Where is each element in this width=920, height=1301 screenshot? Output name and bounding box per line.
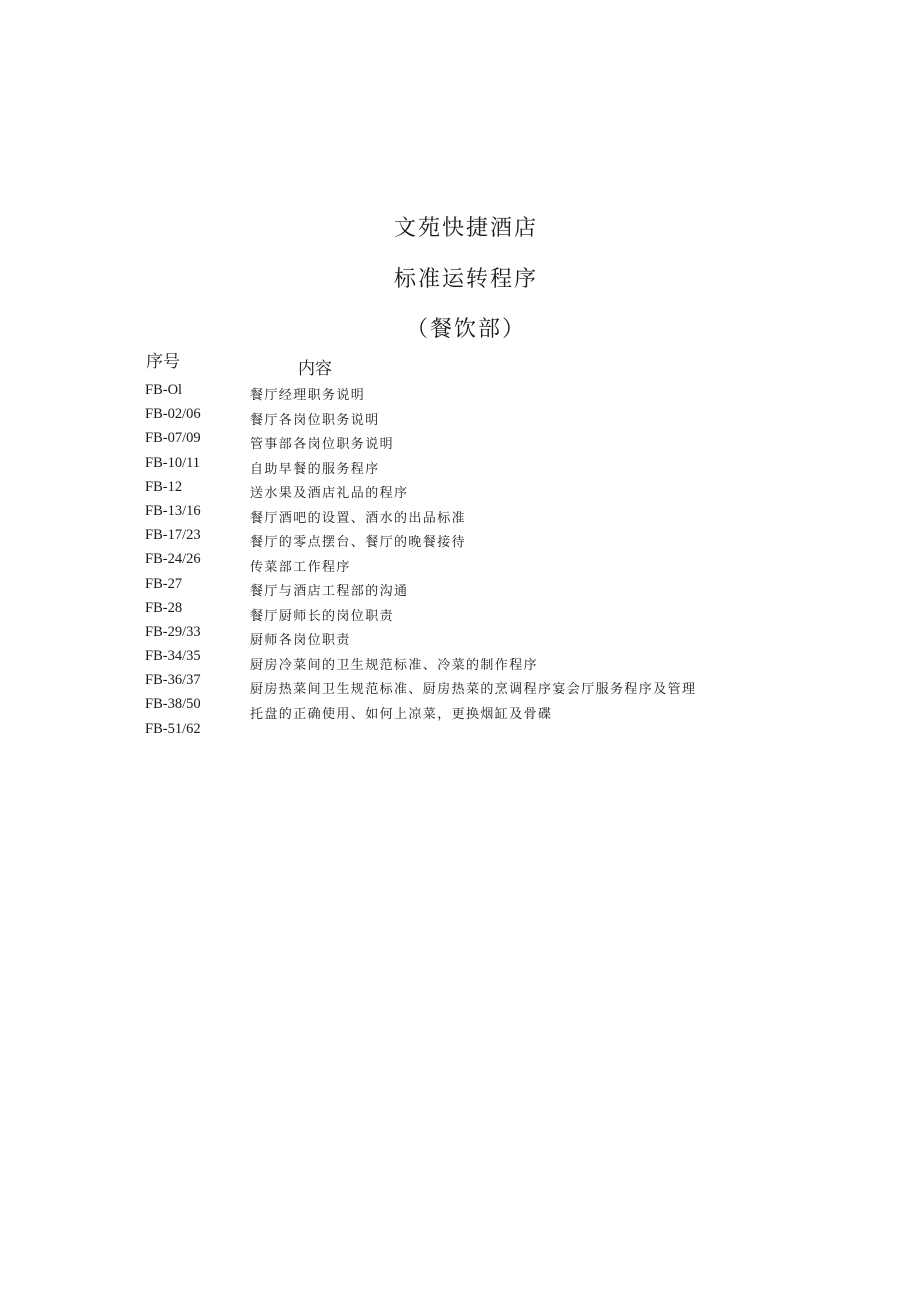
- code-cell: FB-27: [145, 575, 183, 592]
- content-item: 餐厅酒吧的设置、酒水的出品标准: [250, 510, 467, 526]
- content-item: 厨房冷菜间的卫生规范标准、冷菜的制作程序: [250, 657, 539, 673]
- code-cell: FB-36/37: [145, 672, 201, 689]
- content-column: [250, 384, 770, 727]
- column-header-content: 内容: [298, 359, 332, 379]
- code-cell: FB-28: [145, 599, 183, 616]
- column-header-code: 序号: [146, 352, 180, 372]
- content-item: 餐厅的零点摆台、餐厅的晚餐接待: [250, 535, 467, 550]
- code-cell: FB-38/50: [145, 696, 201, 713]
- code-cell: FB-10/11: [145, 454, 201, 471]
- content-item: 餐厅厨师长的岗位职责: [250, 608, 395, 624]
- code-cell: FB-Ol: [145, 382, 183, 398]
- code-column: [145, 378, 245, 741]
- department-subtitle: （餐饮部）: [405, 317, 526, 342]
- document-title: 标准运转程序: [393, 267, 538, 292]
- code-cell: FB-34/35: [145, 648, 201, 665]
- content-item: 餐厅经理职务说明: [250, 388, 366, 403]
- code-cell: FB-29/33: [145, 623, 201, 640]
- hotel-name-title: 文苑快捷酒店: [393, 216, 538, 241]
- content-item: 餐厅与酒店工程部的沟通: [250, 584, 409, 599]
- content-item: 自助早餐的服务程序: [250, 461, 380, 477]
- code-cell: FB-12: [145, 478, 183, 495]
- content-item: 餐厅各岗位职务说明: [250, 412, 380, 428]
- content-item: 管事部各岗位职务说明: [250, 437, 395, 452]
- code-cell: FB-13/16: [145, 502, 201, 519]
- code-cell: FB-51/62: [145, 720, 201, 737]
- code-cell: FB-17/23: [145, 527, 201, 544]
- code-cell: FB-02/06: [145, 406, 201, 423]
- content-item: 托盘的正确使用、如何上凉菜，更换烟缸及骨碟: [250, 706, 553, 722]
- code-cell: FB-24/26: [145, 551, 201, 568]
- code-cell: FB-07/09: [145, 430, 201, 447]
- content-item: 传菜部工作程序: [250, 559, 351, 575]
- content-item: 厨师各岗位职责: [250, 633, 351, 648]
- content-item: 送水果及酒店礼品的程序: [250, 486, 409, 501]
- content-item: 厨房热菜间卫生规范标准、厨房热菜的烹调程序宴会厅服务程序及管理: [250, 682, 697, 697]
